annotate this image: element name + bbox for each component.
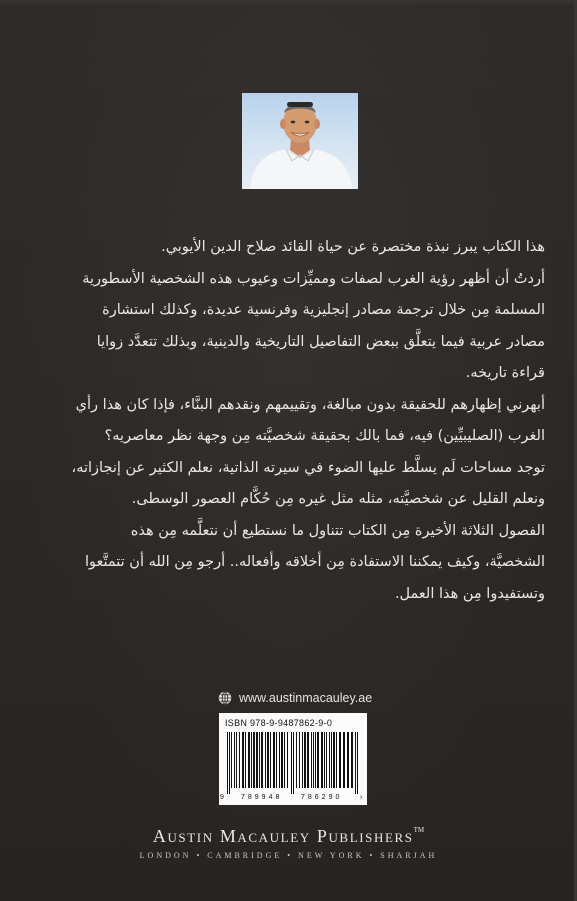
barcode-bar (293, 732, 294, 794)
barcode-bar (347, 732, 349, 788)
barcode-bar (234, 732, 235, 788)
trademark-symbol: TM (413, 826, 425, 834)
description-line: الفصول الثلاثة الأخيرة مِن الكتاب تتناول ما نستطيع أن نتعلَّمه مِن هذه (130, 522, 545, 539)
barcode-bar (324, 732, 325, 788)
description-line: توجد مساحات لَم يسلَّط عليها الضوء في سيرته الذاتية، نعلم الكثير عن إنجازاته، (71, 459, 545, 476)
description-line: الشخصيَّة، وكيف يمكننا الاستفادة مِن أخلاقه وأفعاله.. أرجو مِن الله أن تتمتَّعوا (85, 554, 545, 570)
barcode-bar (304, 732, 306, 788)
author-photo-illustration (242, 93, 358, 189)
barcode-left-digits: 789948 (241, 794, 283, 801)
globe-icon (218, 691, 232, 705)
barcode-bar (287, 732, 288, 788)
barcode-bar (273, 732, 275, 788)
barcode-bar (357, 732, 358, 794)
book-description (30, 232, 545, 610)
barcode-bar (355, 732, 356, 794)
barcode-first-digit: 9 (220, 794, 224, 801)
barcode-bar (242, 732, 244, 788)
barcode-bar (231, 732, 232, 788)
barcode-bar (307, 732, 309, 788)
barcode-bar (279, 732, 280, 788)
barcode-arrow: › (360, 794, 363, 801)
description-line: هذا الكتاب يبرز نبذة مختصرة عن حياة القائد صلاح الدين الأيوبي. (161, 239, 545, 255)
publisher-name-text: Austin Macauley Publishers (152, 826, 414, 846)
description-line: الغرب (الصليبيِّين) فيه، فما بالك بحقيقة شخصيَّته مِن وجهة نظر معاصريه؟ (104, 428, 545, 444)
barcode-bar (317, 732, 319, 788)
description-line: المسلمة مِن خلال ترجمة مصادر إنجليزية وفرنسية عديدة، وكذلك استشارة (102, 302, 545, 318)
barcode-bar (326, 732, 327, 788)
barcode-bar (267, 732, 269, 788)
barcode-bar (343, 732, 345, 788)
barcode-bar (351, 732, 353, 788)
publisher-cities: LONDON • CAMBRIDGE • NEW YORK • SHARJAH (139, 851, 438, 860)
barcode-bar (321, 732, 323, 788)
barcode-bars (225, 732, 361, 794)
description-line: قراءة تاريخه. (465, 365, 545, 381)
description-paragraph (30, 232, 545, 264)
barcode-bar (299, 732, 300, 788)
barcode-bar (311, 732, 312, 788)
publisher-name (0, 826, 577, 847)
barcode-bar (245, 732, 246, 788)
barcode-bar (251, 732, 252, 788)
barcode-bar (261, 732, 263, 788)
barcode-bar (253, 732, 255, 788)
description-line: أبهرني إظهارهم للحقيقة بدون مبالغة، وتقييمهم ونقدهم البنَّاء، فإذا كان هذا رأي (75, 396, 545, 413)
barcode-bar (331, 732, 332, 788)
description-paragraph (30, 516, 545, 611)
barcode-bar (248, 732, 250, 788)
description-paragraph (30, 264, 545, 390)
barcode-bar (236, 732, 237, 788)
publisher-website[interactable] (218, 689, 372, 707)
isbn-barcode (219, 713, 367, 805)
barcode-bar (239, 732, 240, 788)
description-line: وتستفيدوا مِن هذا العمل. (394, 585, 545, 602)
barcode-right-digits: 786290 (301, 794, 343, 801)
barcode-bar (336, 732, 337, 788)
barcode-bar (313, 732, 314, 788)
barcode-bar (339, 732, 341, 788)
description-line: مصادر عربية فيما يتعلَّق ببعض التفاصيل التاريخية والدينية، وبذلك تتعدَّد زوايا (96, 333, 545, 350)
website-url[interactable]: www.austinmacauley.ae (239, 691, 373, 705)
barcode-bar (291, 732, 292, 794)
barcode-bar (315, 732, 316, 788)
barcode-bar (270, 732, 271, 788)
barcode-bar (281, 732, 283, 788)
cover-top-edge (0, 0, 577, 6)
barcode-bar (302, 732, 303, 788)
barcode-bar (229, 732, 230, 794)
barcode-bar (256, 732, 258, 788)
barcode-bar (259, 732, 260, 788)
author-photo (242, 93, 358, 189)
barcode-bar (284, 732, 285, 788)
description-line: ونعلم القليل عن شخصيَّته، مثله مثل غيره مِن حُكَّام العصور الوسطى. (131, 491, 545, 507)
barcode-bar (333, 732, 335, 788)
barcode-bar (265, 732, 266, 788)
isbn-label: ISBN 978-9-9487862-9-0 (225, 718, 333, 728)
barcode-bar (296, 732, 297, 788)
description-line: أردتُ أن أظهر رؤية الغرب لصفات ومميِّزات وعيوب هذه الشخصية الأسطورية (82, 270, 545, 287)
barcode-bar (329, 732, 330, 788)
description-paragraph (30, 390, 545, 516)
barcode-bar (227, 732, 228, 794)
barcode-bar (276, 732, 277, 788)
